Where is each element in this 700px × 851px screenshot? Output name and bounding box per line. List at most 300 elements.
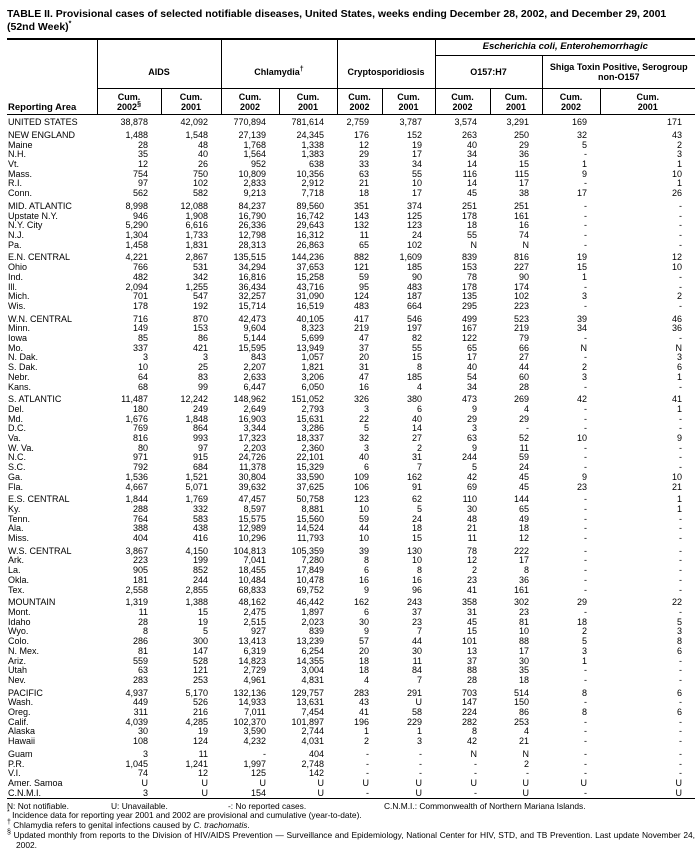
table-row — [7, 283, 695, 293]
value-cell: 9,213 — [243, 188, 266, 199]
value-cell: 4,232 — [243, 736, 266, 747]
value-cell: U — [415, 777, 422, 788]
value-cell: 199 — [192, 555, 208, 566]
value-cell: 227 — [513, 262, 529, 273]
value-cell: - — [419, 758, 422, 769]
value-cell: 482 — [132, 271, 148, 282]
value-cell: 839 — [461, 252, 477, 263]
value-cell: - — [584, 748, 587, 759]
value-cell: 24,726 — [238, 452, 266, 463]
value-cell: 174 — [513, 281, 529, 292]
value-cell: 43 — [671, 129, 682, 140]
reporting-area-cell: Okla. — [8, 574, 30, 585]
value-cell: 6 — [363, 607, 369, 617]
value-cell: 2 — [581, 626, 587, 637]
value-cell: 153 — [461, 262, 477, 273]
value-cell: 14 — [411, 423, 422, 434]
reporting-area-cell: C.N.M.I. — [8, 787, 41, 798]
value-cell: 18 — [518, 674, 529, 685]
value-cell: 216 — [192, 707, 208, 718]
reporting-area-cell: W.N. CENTRAL — [8, 313, 73, 324]
value-cell: 6,050 — [301, 381, 324, 392]
value-cell: 3,867 — [125, 545, 148, 556]
value-cell: 1 — [676, 503, 682, 514]
value-cell: 9 — [363, 584, 369, 595]
value-cell: 14,933 — [238, 697, 266, 708]
table-row — [7, 179, 695, 189]
value-cell: 30 — [137, 726, 148, 737]
value-cell: 5,144 — [243, 333, 266, 344]
value-cell: 6 — [676, 707, 682, 718]
value-cell: 32,257 — [238, 291, 266, 302]
value-cell: 263 — [461, 129, 477, 140]
value-cell: 1 — [416, 726, 422, 737]
table-row — [7, 492, 695, 505]
value-cell: 222 — [513, 545, 529, 556]
value-cell: 24 — [411, 513, 422, 524]
value-cell: 483 — [353, 300, 369, 311]
value-cell: - — [679, 716, 682, 727]
value-cell: 65 — [466, 342, 477, 353]
value-cell: 10 — [576, 433, 587, 444]
value-cell: 1,676 — [125, 413, 148, 424]
value-cell: 291 — [406, 687, 422, 698]
value-cell: 152 — [406, 129, 422, 140]
table-row — [7, 556, 695, 566]
value-cell: 915 — [192, 452, 208, 463]
value-cell: 224 — [461, 707, 477, 718]
legend-item: U: Unavailable. — [111, 801, 168, 812]
value-cell: 63 — [137, 665, 148, 676]
value-cell: 86 — [518, 707, 529, 718]
value-cell: - — [474, 787, 477, 798]
value-cell: 8 — [523, 565, 529, 576]
value-cell: 3,590 — [243, 726, 266, 737]
value-cell: 26 — [671, 188, 682, 199]
value-cell: 62 — [411, 494, 422, 505]
reporting-area-cell: Ky. — [8, 503, 21, 514]
value-cell: 15 — [411, 352, 422, 363]
value-cell: 13,631 — [296, 697, 324, 708]
table-row — [7, 727, 695, 737]
value-cell: 26,863 — [296, 239, 324, 250]
value-cell: 35 — [137, 149, 148, 160]
value-cell: 16 — [411, 574, 422, 585]
value-cell: 1,831 — [185, 239, 208, 250]
value-cell: 499 — [461, 313, 477, 324]
value-cell: - — [584, 768, 587, 779]
value-cell: 123 — [353, 494, 369, 505]
value-cell: U — [141, 777, 148, 788]
value-cell: 816 — [513, 252, 529, 263]
table-row — [7, 312, 695, 325]
value-cell: 664 — [406, 300, 422, 311]
value-cell: 2,793 — [301, 403, 324, 414]
value-cell: 2 — [581, 362, 587, 373]
reporting-area-cell: S. ATLANTIC — [8, 394, 62, 405]
value-cell: 135 — [461, 291, 477, 302]
value-cell: 55 — [466, 229, 477, 240]
value-cell: 16,790 — [238, 210, 266, 221]
value-cell: 123 — [406, 220, 422, 231]
value-cell: 2,833 — [243, 178, 266, 189]
header-row-cum — [7, 89, 695, 115]
table-row — [7, 576, 695, 586]
value-cell: 8,323 — [301, 323, 324, 334]
value-cell: - — [679, 333, 682, 344]
value-cell: N — [580, 342, 587, 353]
value-cell: - — [679, 565, 682, 576]
value-cell: 1,319 — [125, 597, 148, 608]
reporting-area-cell: Maine — [8, 139, 33, 150]
value-cell: 15 — [466, 626, 477, 637]
value-cell: 40 — [411, 413, 422, 424]
value-cell: 29,643 — [296, 220, 324, 231]
value-cell: 48,162 — [238, 597, 266, 608]
value-cell: 180 — [132, 403, 148, 414]
value-cell: 1 — [676, 178, 682, 189]
value-cell: 17 — [411, 149, 422, 160]
value-cell: - — [679, 697, 682, 708]
value-cell: 65 — [358, 239, 369, 250]
value-cell: - — [679, 758, 682, 769]
header-spacer — [97, 39, 221, 56]
reporting-area-cell: Wash. — [8, 697, 34, 708]
reporting-area-header: Reporting Area — [7, 89, 97, 115]
column-header-cum: Cum. 2001 — [279, 89, 337, 115]
value-cell: 28,313 — [238, 239, 266, 250]
value-cell: U — [259, 777, 266, 788]
value-cell: 766 — [132, 262, 148, 273]
value-cell: 223 — [513, 300, 529, 311]
value-cell: 18,455 — [238, 565, 266, 576]
table-title-line2: (52nd Week) — [7, 21, 69, 34]
value-cell: 1 — [676, 159, 682, 170]
value-cell: 48 — [197, 139, 208, 150]
table-row — [7, 405, 695, 415]
value-cell: 34 — [576, 323, 587, 334]
value-cell: 1,521 — [185, 471, 208, 482]
value-cell: 6 — [676, 362, 682, 373]
value-cell: 15,595 — [238, 342, 266, 353]
value-cell: - — [584, 494, 587, 505]
value-cell: 28 — [466, 674, 477, 685]
reporting-area-cell: Mass. — [8, 168, 33, 179]
value-cell: 192 — [192, 300, 208, 311]
value-cell: 59 — [358, 271, 369, 282]
value-cell: U — [362, 777, 369, 788]
value-cell: 78 — [466, 545, 477, 556]
value-cell: U — [415, 697, 422, 708]
value-cell: 41 — [358, 707, 369, 718]
value-cell: 27 — [411, 433, 422, 444]
value-cell: - — [679, 271, 682, 282]
value-cell: 31 — [358, 362, 369, 373]
footnote-marker: * — [7, 809, 10, 817]
value-cell: 31 — [411, 452, 422, 463]
value-cell: 10 — [137, 362, 148, 373]
value-cell: 946 — [132, 210, 148, 221]
value-cell: - — [526, 768, 529, 779]
value-cell: 14,823 — [238, 655, 266, 666]
table-row — [7, 566, 695, 576]
value-cell: - — [584, 239, 587, 250]
value-cell: 185 — [406, 262, 422, 273]
value-cell: 78 — [466, 271, 477, 282]
value-cell: 36 — [518, 149, 529, 160]
value-cell: - — [679, 462, 682, 473]
legend-item: N: Not notifiable. — [7, 801, 69, 812]
value-cell: 22,101 — [296, 452, 324, 463]
value-cell: 74 — [518, 229, 529, 240]
value-cell: 1,768 — [243, 139, 266, 150]
value-cell: - — [584, 697, 587, 708]
value-cell: 18,337 — [296, 433, 324, 444]
value-cell: 13 — [466, 645, 477, 656]
value-cell: 83 — [197, 371, 208, 382]
table-row — [7, 483, 695, 493]
column-header-cum: Cum. 2001 — [382, 89, 435, 115]
value-cell: 6 — [416, 403, 422, 414]
reporting-area-cell: Ark. — [8, 555, 25, 566]
value-cell: 3 — [676, 352, 682, 363]
value-cell: 332 — [192, 503, 208, 514]
aids-group-header: AIDS — [97, 56, 221, 89]
reporting-area-cell: N.Y. City — [8, 220, 43, 231]
table-header — [7, 39, 695, 115]
value-cell: 18 — [358, 665, 369, 676]
footnote: * Incidence data for reporting year 2001 and 2002 are provisional and cumulative (year-to-date). — [7, 809, 362, 821]
value-cell: N — [522, 239, 529, 250]
value-cell: 15,714 — [238, 300, 266, 311]
value-cell: - — [584, 210, 587, 221]
value-cell: 23 — [518, 607, 529, 617]
value-cell: 69,752 — [296, 584, 324, 595]
value-cell: 28 — [137, 616, 148, 627]
table-row — [7, 608, 695, 618]
value-cell: 2,633 — [243, 371, 266, 382]
value-cell: 185 — [406, 371, 422, 382]
reporting-area-cell: La. — [8, 565, 21, 576]
value-cell: 34 — [411, 159, 422, 170]
header-row-ecoli-group — [7, 39, 695, 56]
value-cell: 44 — [518, 362, 529, 373]
value-cell: 84,237 — [238, 200, 266, 211]
value-cell: U — [522, 787, 529, 798]
value-cell: 15 — [576, 262, 587, 273]
value-cell: 5,699 — [301, 333, 324, 344]
value-cell: - — [366, 787, 369, 798]
value-cell: 47,457 — [238, 494, 266, 505]
value-cell: 3 — [676, 149, 682, 160]
value-cell: 30,804 — [238, 471, 266, 482]
value-cell: 5 — [202, 626, 208, 637]
value-cell: 39 — [576, 313, 587, 324]
value-cell: 15 — [411, 533, 422, 544]
value-cell: 101,897 — [291, 716, 324, 727]
value-cell: 5 — [581, 139, 587, 150]
reporting-area-cell: Pa. — [8, 239, 22, 250]
value-cell: - — [584, 574, 587, 585]
value-cell: 44 — [411, 636, 422, 647]
value-cell: 121 — [353, 262, 369, 273]
table-row — [7, 231, 695, 241]
value-cell: 2 — [676, 291, 682, 302]
table-row — [7, 760, 695, 770]
value-cell: 1 — [676, 494, 682, 505]
value-cell: - — [584, 607, 587, 617]
value-cell: 816 — [132, 433, 148, 444]
value-cell: 1 — [363, 726, 369, 737]
value-cell: - — [584, 178, 587, 189]
value-cell: 55 — [411, 168, 422, 179]
reporting-area-cell: MOUNTAIN — [8, 597, 56, 608]
value-cell: 30 — [411, 645, 422, 656]
value-cell: 11 — [359, 229, 369, 240]
value-cell: - — [584, 758, 587, 769]
footnote: † Chlamydia refers to genital infections caused by C. trachomatis. — [7, 819, 250, 831]
value-cell: - — [679, 736, 682, 747]
value-cell: 102 — [192, 178, 208, 189]
value-cell: 10 — [358, 533, 369, 544]
value-cell: 42,473 — [238, 313, 266, 324]
value-cell: U — [470, 777, 477, 788]
table-row — [7, 666, 695, 676]
reporting-area-cell: Iowa — [8, 333, 28, 344]
reporting-area-cell: N. Mex. — [8, 645, 40, 656]
value-cell: 39 — [358, 545, 369, 556]
column-header-cum: Cum. 2001 — [600, 89, 695, 115]
value-cell: 10 — [671, 471, 682, 482]
column-header-cum: Cum. 2001 — [161, 89, 221, 115]
table-row — [7, 273, 695, 283]
table-row — [7, 392, 695, 405]
value-cell: - — [584, 736, 587, 747]
value-cell: 8 — [471, 726, 477, 737]
value-cell: 4,150 — [185, 545, 208, 556]
value-cell: - — [679, 200, 682, 211]
reporting-area-cell: Md. — [8, 413, 24, 424]
value-cell: 2 — [676, 139, 682, 150]
value-cell: 18 — [576, 616, 587, 627]
value-cell: 1,304 — [125, 229, 148, 240]
value-cell: 11,487 — [121, 394, 148, 405]
reporting-area-cell: Va. — [8, 433, 21, 444]
value-cell: 839 — [308, 626, 324, 637]
value-cell: 15,631 — [296, 413, 324, 424]
value-cell: 3,291 — [506, 117, 529, 128]
value-cell: 104,813 — [233, 545, 266, 556]
value-cell: 90 — [411, 271, 422, 282]
value-cell: 34 — [466, 149, 477, 160]
value-cell: 34,294 — [238, 262, 266, 273]
value-cell: 6,319 — [243, 645, 266, 656]
value-cell: 129,757 — [291, 687, 324, 698]
value-cell: 178 — [132, 300, 148, 311]
value-cell: 3 — [202, 352, 208, 363]
value-cell: 17 — [576, 188, 587, 199]
value-cell: 42 — [466, 471, 477, 482]
value-cell: 1,057 — [301, 352, 324, 363]
value-cell: 42 — [576, 394, 587, 405]
value-cell: 29 — [466, 413, 477, 424]
value-cell: 4,039 — [125, 716, 148, 727]
value-cell: - — [679, 239, 682, 250]
reporting-area-cell: Kans. — [8, 381, 32, 392]
header-spacer — [7, 39, 97, 56]
reporting-area-cell: Colo. — [8, 636, 30, 647]
table-row — [7, 241, 695, 251]
value-cell: N — [470, 239, 477, 250]
table-row — [7, 141, 695, 151]
reporting-area-cell: N. Dak. — [8, 352, 39, 363]
value-cell: 27 — [518, 352, 529, 363]
table-row — [7, 769, 695, 779]
value-cell: 10 — [671, 168, 682, 179]
footnote-marker: † — [7, 819, 11, 827]
value-cell: 300 — [192, 636, 208, 647]
value-cell: 102 — [406, 239, 422, 250]
reporting-area-cell: Miss. — [8, 533, 29, 544]
value-cell: 547 — [192, 291, 208, 302]
value-cell: 15 — [518, 159, 529, 170]
value-cell: 24 — [518, 462, 529, 473]
value-cell: 39,632 — [238, 481, 266, 492]
value-cell: U — [675, 787, 682, 798]
value-cell: 9 — [676, 433, 682, 444]
value-cell: 416 — [192, 533, 208, 544]
value-cell: 21 — [466, 523, 477, 534]
value-cell: 18 — [411, 523, 422, 534]
table-row — [7, 544, 695, 557]
value-cell: 3,787 — [399, 117, 422, 128]
table-row — [7, 747, 695, 760]
reporting-area-cell: Calif. — [8, 716, 29, 727]
value-cell: - — [679, 210, 682, 221]
value-cell: 5 — [676, 616, 682, 627]
value-cell: 19 — [411, 139, 422, 150]
value-cell: 2,203 — [243, 442, 266, 453]
value-cell: 130 — [406, 545, 422, 556]
value-cell: 1 — [581, 655, 587, 666]
value-cell: - — [679, 555, 682, 566]
value-cell: 24,345 — [296, 129, 324, 140]
value-cell: - — [679, 748, 682, 759]
value-cell: 3 — [416, 736, 422, 747]
reporting-area-cell: Ala. — [8, 523, 24, 534]
value-cell: 68 — [137, 381, 148, 392]
value-cell: 45 — [518, 471, 529, 482]
value-cell: 9 — [581, 471, 587, 482]
value-cell: - — [679, 513, 682, 524]
value-cell: 176 — [353, 129, 369, 140]
value-cell: 3 — [142, 748, 148, 759]
value-cell: 7,718 — [301, 188, 324, 199]
value-cell: 37,625 — [296, 481, 324, 492]
column-header-cum: Cum. 2002 — [542, 89, 600, 115]
table-row — [7, 708, 695, 718]
value-cell: 187 — [406, 291, 422, 302]
table-row — [7, 199, 695, 212]
reporting-area-cell: W.S. CENTRAL — [8, 545, 72, 556]
value-cell: U — [317, 777, 324, 788]
value-cell: 269 — [513, 394, 529, 405]
value-cell: 638 — [308, 159, 324, 170]
value-cell: - — [584, 452, 587, 463]
value-cell: 79 — [518, 333, 529, 344]
value-cell: 84 — [411, 665, 422, 676]
reporting-area-cell: Ariz. — [8, 655, 26, 666]
